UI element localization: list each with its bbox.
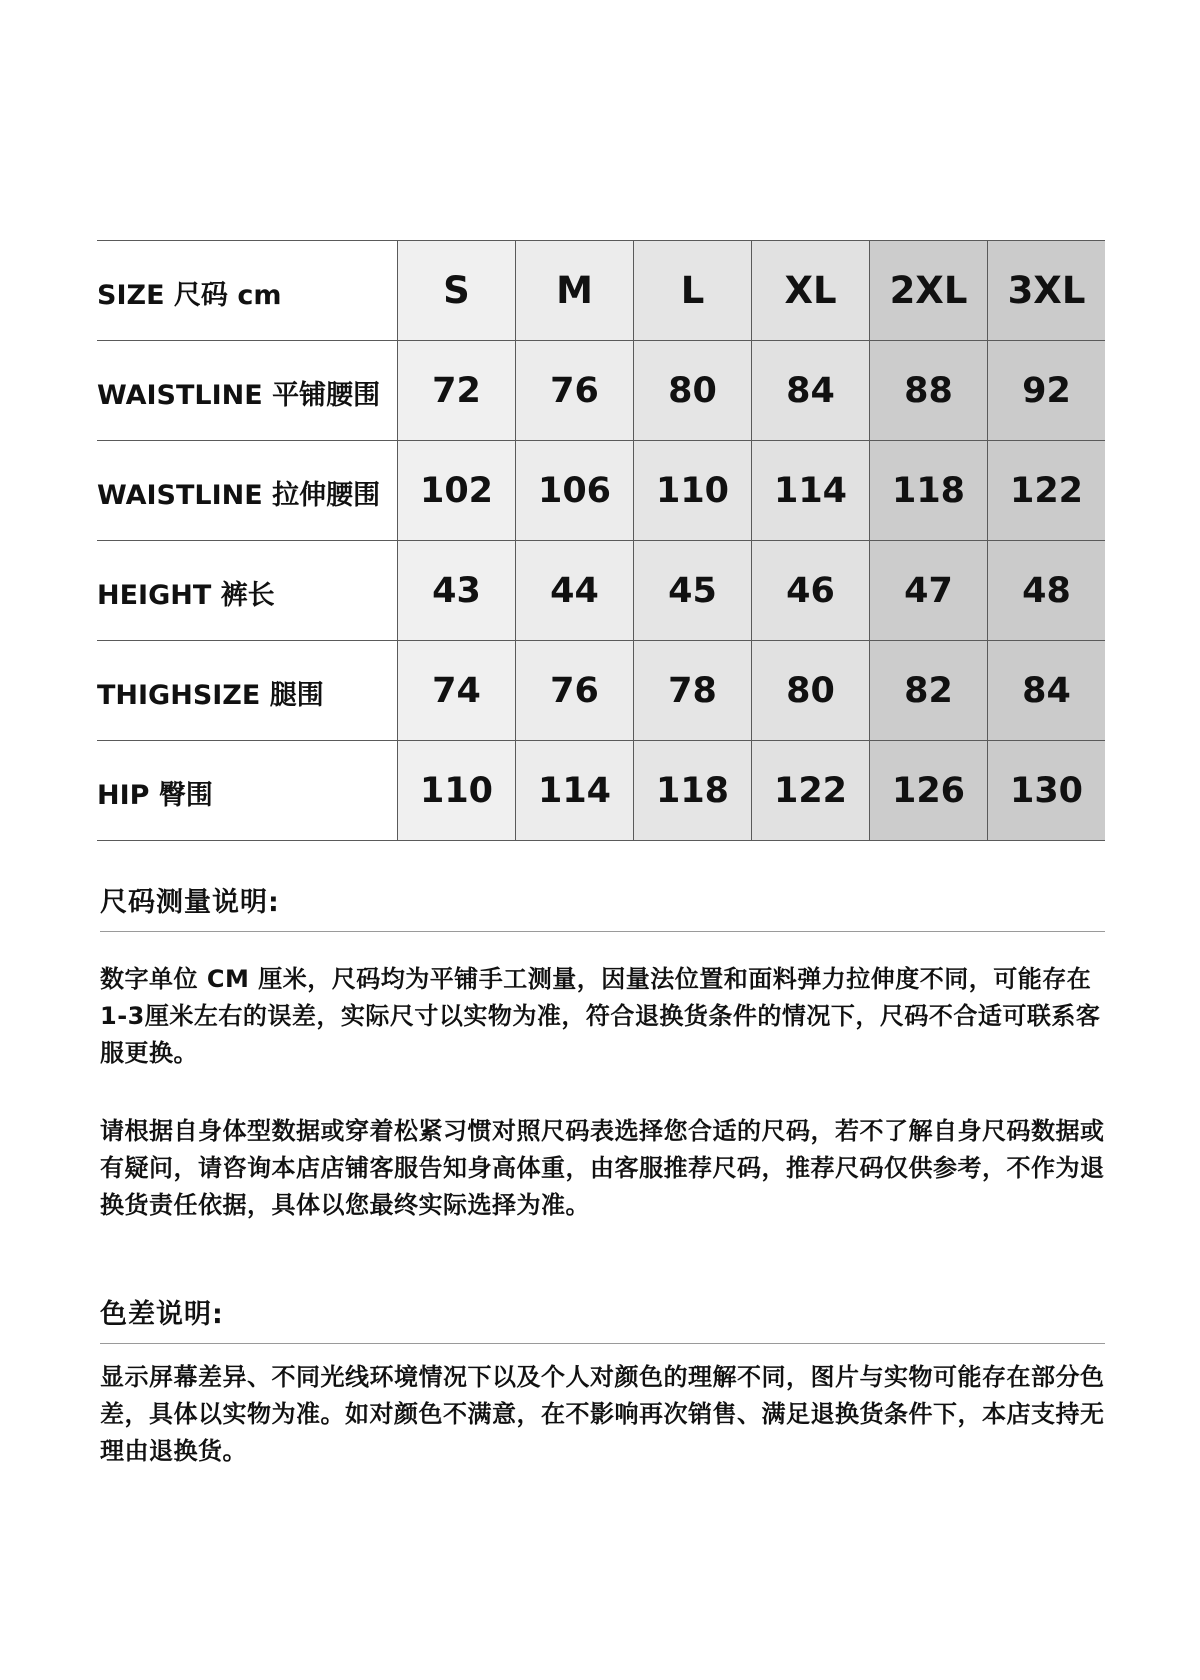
color-notes-title: 色差说明: bbox=[100, 1292, 1105, 1344]
row-label: THIGHSIZE 腿围 bbox=[97, 641, 398, 741]
size-header-row bbox=[97, 241, 1105, 341]
size-header-cell: 3XL bbox=[988, 241, 1106, 341]
measure-cell: 76 bbox=[516, 641, 634, 741]
measure-cell: 84 bbox=[988, 641, 1106, 741]
measurement-notes-paragraph-1: 数字单位 CM 厘米，尺码均为平铺手工测量，因量法位置和面料弹力拉伸度不同，可能存在1-3厘米左右的误差，实际尺寸以实物为准，符合退换货条件的情况下，尺码不合适可联系客服更换。 bbox=[100, 965, 1101, 1067]
measurement-row-hip bbox=[97, 741, 1105, 841]
measurement-row-waist-stretch bbox=[97, 441, 1105, 541]
row-label: HIP 臀围 bbox=[97, 741, 398, 841]
measure-cell: 78 bbox=[634, 641, 752, 741]
measure-cell: 47 bbox=[870, 541, 988, 641]
measure-cell: 92 bbox=[988, 341, 1106, 441]
measure-cell: 110 bbox=[634, 441, 752, 541]
size-chart-table bbox=[97, 240, 1105, 841]
measure-cell: 44 bbox=[516, 541, 634, 641]
size-header-label: SIZE 尺码 cm bbox=[97, 241, 398, 341]
measure-cell: 80 bbox=[752, 641, 870, 741]
measure-cell: 45 bbox=[634, 541, 752, 641]
measure-cell: 48 bbox=[988, 541, 1106, 641]
size-header-cell: L bbox=[634, 241, 752, 341]
measure-cell: 130 bbox=[988, 741, 1106, 841]
measurement-row-thigh bbox=[97, 641, 1105, 741]
measure-cell: 74 bbox=[398, 641, 516, 741]
measure-cell: 88 bbox=[870, 341, 988, 441]
row-label: WAISTLINE 平铺腰围 bbox=[97, 341, 398, 441]
measure-cell: 118 bbox=[634, 741, 752, 841]
measure-cell: 84 bbox=[752, 341, 870, 441]
measurement-notes-paragraph-2: 请根据自身体型数据或穿着松紧习惯对照尺码表选择您合适的尺码，若不了解自身尺码数据或有疑问，请咨询本店店铺客服告知身高体重，由客服推荐尺码，推荐尺码仅供参考，不作为退换货责任依据，具体以您最终实际选择为准。 bbox=[100, 1117, 1105, 1219]
measure-cell: 43 bbox=[398, 541, 516, 641]
measure-cell: 122 bbox=[988, 441, 1106, 541]
size-header-cell: XL bbox=[752, 241, 870, 341]
row-label: HEIGHT 裤长 bbox=[97, 541, 398, 641]
measure-cell: 126 bbox=[870, 741, 988, 841]
measure-cell: 114 bbox=[516, 741, 634, 841]
measure-cell: 46 bbox=[752, 541, 870, 641]
row-label: WAISTLINE 拉伸腰围 bbox=[97, 441, 398, 541]
size-header-cell: M bbox=[516, 241, 634, 341]
measure-cell: 80 bbox=[634, 341, 752, 441]
measurement-notes-title: 尺码测量说明: bbox=[100, 880, 1105, 932]
measure-cell: 102 bbox=[398, 441, 516, 541]
measure-cell: 122 bbox=[752, 741, 870, 841]
measure-cell: 106 bbox=[516, 441, 634, 541]
size-header-cell: 2XL bbox=[870, 241, 988, 341]
measure-cell: 82 bbox=[870, 641, 988, 741]
measure-cell: 118 bbox=[870, 441, 988, 541]
measure-cell: 114 bbox=[752, 441, 870, 541]
measure-cell: 110 bbox=[398, 741, 516, 841]
measurement-row-height bbox=[97, 541, 1105, 641]
measure-cell: 76 bbox=[516, 341, 634, 441]
size-header-cell: S bbox=[398, 241, 516, 341]
measurement-row-waist-flat bbox=[97, 341, 1105, 441]
measure-cell: 72 bbox=[398, 341, 516, 441]
color-notes-paragraph: 显示屏幕差异、不同光线环境情况下以及个人对颜色的理解不同，图片与实物可能存在部分色差，具体以实物为准。如对颜色不满意，在不影响再次销售、满足退换货条件下，本店支持无理由退换货。 bbox=[100, 1363, 1105, 1465]
